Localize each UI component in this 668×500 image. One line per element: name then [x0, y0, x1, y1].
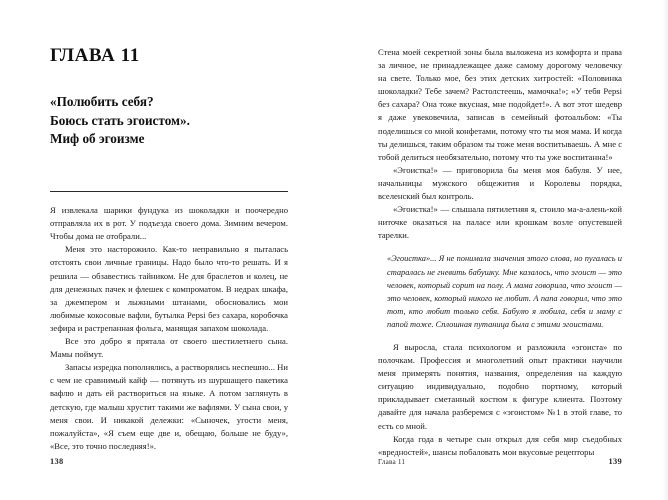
left-page-body: [50, 204, 288, 453]
running-head: Глава 11: [378, 458, 406, 466]
paragraph: Когда года в четыре сын открыл для себя мир съедобных «вредностей», шансы побаловать мои вкусовые рецепторы: [378, 433, 622, 457]
pull-quote-text: «Эгоистка»... Я не понимала значения этого слова, но пугалась и старалась не гневить бабушку. Мне казалось, что эгоист — это человек, который сорит на полу. А мама говорила, что эгоист — это человек, который никого не любит. А папа говорил, что это тот, кто любит только себя. Бабулю я любила, себя и маму с папой тоже. Сплошная путаница была с этими эгоистами.: [387, 254, 622, 329]
page-number: 139: [608, 457, 622, 466]
left-page-footer: [0, 454, 334, 466]
paragraph: «Эгоистка!» — слышала пятилетняя я, стоило ма-а-алень-кой ниточке оказаться на паласе или крошкам возле опустевшей тарелки.: [378, 204, 622, 241]
right-page-footer: [334, 454, 668, 466]
right-page-body: [378, 46, 622, 459]
chapter-title-line-3: Миф об эгоизме: [50, 131, 145, 147]
right-page: [334, 0, 668, 500]
page-number: 138: [50, 457, 64, 466]
paragraph: Запасы изредка пополнялись, а растворялись неспешно... Ни с чем не сравнимый кайф — потянуть из шуршащего пакетика вафлю и дать ей раствориться на языке. А потом заглянуть в детскую, где малыш хрустит такими же вафлями. У сына свои, у меня свои. И никакой дележки: «Сыночек, угости меня, пожалуйста», «Я съем еще две и, обещаю, больше не буду», «Все, это точно последняя!».: [50, 362, 288, 451]
paragraph: Все это добро я прятала от своего шестилетнего сына. Мамы поймут.: [50, 336, 288, 360]
chapter-label: ГЛАВА 11: [50, 45, 140, 66]
title-divider-rule: [50, 191, 288, 192]
paragraph: Меня это насторожило. Как-то неправильно я пыталась отстоять свои личные границы. Надо было что-то решать. И я решила — обзавестись тайником. Не для браслетов и колец, не для денежных пачек и флешек с компроматом. В недрах шкафа, за джемпером и лыжными штанами, обосновались мои любимые кокосовые вафли, бутылка Pepsi без сахара, коробочка зефира и растрепанная фольга, манящая запахом шоколада.: [50, 244, 288, 333]
pull-quote: [378, 252, 622, 331]
paragraph: Я извлекала шарики фундука из шоколадки и поочередно отправляла их в рот. У подъезда своего дома. Зимним вечером. Чтобы дома не отобрали...: [50, 205, 288, 242]
chapter-title-line-1: «Полюбить себя?: [50, 93, 154, 109]
paragraph: Стена моей секретной зоны была выложена из комфорта и права за личное, не принадлежащее даже самому дорогому человечку на свете. Только мое, без этих детских хитростей: «Половинка шоколадки? Тебе зачем? Растолстеешь, мамочка!»; «У тебя Pepsi без сахара? Она тоже вкусная, мне подойдет!». А вот этот шедевр я даже увековечила, записав в семейный фотоальбом: «Ты поделишься со мной конфетами, потому что ты моя мама. И когда ты делишься, таким образом ты тоже меня воспитываешь. А мне с тобой делиться необязательно, потому что ты уже воспитанна!»: [378, 47, 623, 162]
chapter-title: [50, 93, 288, 149]
paragraph: «Эгоистка!» — приговорила бы меня моя бабуля. У нее, начальницы мужского общежития и Королевы порядка, вселенский был контроль.: [378, 164, 622, 202]
paragraph: Я выросла, стала психологом и разложила «эгоиста» по полочкам. Профессия и многолетний опыт практики научили меня примерять понятия, названия, определения на каждую ситуацию индивидуально, подобно портному, который прикладывает сметанный костюм к фигуре клиента. Поэтому давайте для начала разберемся с «эгоистом» №1 в этой главе, то есть со мной.: [378, 341, 622, 431]
chapter-title-line-2: Боюсь стать эгоистом».: [50, 112, 190, 128]
